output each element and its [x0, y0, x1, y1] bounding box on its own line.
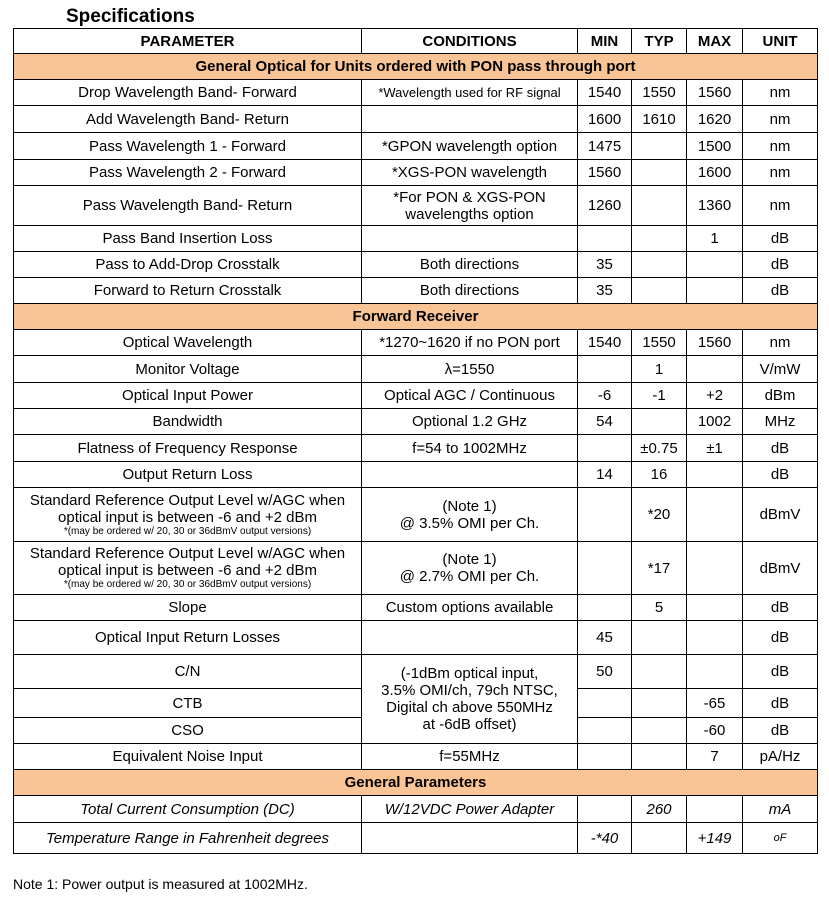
cell-max: +149: [687, 823, 743, 854]
section-forward-receiver: Forward Receiver: [14, 304, 818, 330]
cell-conditions: Both directions: [362, 278, 578, 304]
table-row: [14, 278, 818, 304]
conditions-line: Digital ch above 550MHz: [386, 699, 553, 716]
cell-max: [687, 796, 743, 823]
cell-typ: 5: [632, 595, 687, 621]
cell-min: 1540: [578, 330, 632, 356]
cell-max: +2: [687, 383, 743, 409]
cell-parameter: Pass Wavelength 2 - Forward: [14, 160, 362, 186]
table-row: [14, 80, 818, 106]
cell-unit: nm: [743, 106, 818, 133]
cell-unit: dB: [743, 621, 818, 655]
cell-typ: [632, 133, 687, 160]
cell-max: 1620: [687, 106, 743, 133]
cell-min: 1560: [578, 160, 632, 186]
cell-unit: dB: [743, 226, 818, 252]
conditions-line: wavelengths option: [405, 205, 534, 223]
cell-unit: dBmV: [743, 488, 818, 542]
cell-conditions: [362, 226, 578, 252]
cell-unit: nm: [743, 133, 818, 160]
parameter-line: Standard Reference Output Level w/AGC when: [29, 491, 346, 509]
cell-typ: 260: [632, 796, 687, 823]
table-row: [14, 252, 818, 278]
cell-conditions: Custom options available: [362, 595, 578, 621]
cell-max: 1500: [687, 133, 743, 160]
cell-unit: nm: [743, 330, 818, 356]
cell-parameter: Flatness of Frequency Response: [14, 435, 362, 462]
header-conditions: CONDITIONS: [362, 29, 578, 54]
table-row: [14, 744, 818, 770]
cell-parameter: Total Current Consumption (DC): [14, 796, 362, 823]
cell-unit: oF: [743, 823, 818, 854]
cell-max: 1600: [687, 160, 743, 186]
section-row: [14, 304, 818, 330]
cell-min: [578, 488, 632, 542]
cell-min: [578, 718, 632, 744]
table-row: [14, 160, 818, 186]
cell-min: 1260: [578, 186, 632, 226]
cell-max: 1560: [687, 330, 743, 356]
header-unit: UNIT: [743, 29, 818, 54]
cell-parameter: Pass Wavelength Band- Return: [14, 186, 362, 226]
cell-min: [578, 744, 632, 770]
table-row: [14, 226, 818, 252]
cell-typ: [632, 278, 687, 304]
cell-conditions: f=54 to 1002MHz: [362, 435, 578, 462]
cell-typ: *17: [632, 542, 687, 595]
cell-typ: [632, 744, 687, 770]
cell-min: [578, 595, 632, 621]
cell-typ: [632, 689, 687, 718]
cell-max: [687, 488, 743, 542]
cell-min: 54: [578, 409, 632, 435]
table-row: [14, 542, 818, 595]
cell-parameter: Monitor Voltage: [14, 356, 362, 383]
parameter-note: *(may be ordered w/ 20, 30 or 36dBmV output versions): [63, 579, 312, 590]
cell-unit: nm: [743, 186, 818, 226]
cell-conditions: W/12VDC Power Adapter: [362, 796, 578, 823]
section-row: [14, 770, 818, 796]
cell-min: 14: [578, 462, 632, 488]
cell-unit: dB: [743, 252, 818, 278]
cell-min: [578, 356, 632, 383]
table-row: [14, 356, 818, 383]
cell-max: 1: [687, 226, 743, 252]
cell-typ: [632, 186, 687, 226]
cell-max: [687, 252, 743, 278]
cell-typ: 1550: [632, 330, 687, 356]
cell-typ: 1610: [632, 106, 687, 133]
header-typ: TYP: [632, 29, 687, 54]
cell-conditions: f=55MHz: [362, 744, 578, 770]
page-title: Specifications: [66, 6, 195, 27]
cell-typ: [632, 621, 687, 655]
cell-max: [687, 595, 743, 621]
table-row: [14, 133, 818, 160]
cell-unit: dB: [743, 462, 818, 488]
cell-unit: mA: [743, 796, 818, 823]
parameter-line: optical input is between -6 and +2 dBm: [58, 562, 317, 579]
cell-typ: ±0.75: [632, 435, 687, 462]
cell-max: ±1: [687, 435, 743, 462]
cell-conditions: [362, 106, 578, 133]
cell-conditions: [362, 462, 578, 488]
cell-typ: [632, 718, 687, 744]
table-row: [14, 595, 818, 621]
cell-parameter: C/N: [14, 655, 362, 689]
header-max: MAX: [687, 29, 743, 54]
parameter-note: *(may be ordered w/ 20, 30 or 36dBmV output versions): [63, 525, 312, 537]
cell-parameter: Optical Input Return Losses: [14, 621, 362, 655]
cell-parameter: Pass to Add-Drop Crosstalk: [14, 252, 362, 278]
cell-typ: [632, 409, 687, 435]
cell-max: [687, 621, 743, 655]
conditions-line: @ 3.5% OMI per Ch.: [399, 514, 540, 532]
cell-min: [578, 689, 632, 718]
section-row: [14, 54, 818, 80]
cell-min: 1540: [578, 80, 632, 106]
cell-parameter: [14, 542, 362, 595]
cell-typ: [632, 160, 687, 186]
cell-parameter: Equivalent Noise Input: [14, 744, 362, 770]
cell-min: 1600: [578, 106, 632, 133]
cell-typ: -1: [632, 383, 687, 409]
table-row: [14, 186, 818, 226]
cell-parameter: Output Return Loss: [14, 462, 362, 488]
table-row: [14, 796, 818, 823]
cell-parameter: Forward to Return Crosstalk: [14, 278, 362, 304]
header-min: MIN: [578, 29, 632, 54]
cell-min: [578, 226, 632, 252]
cell-min: 1475: [578, 133, 632, 160]
table-row: [14, 488, 818, 542]
cell-unit: dB: [743, 435, 818, 462]
cell-unit: pA/Hz: [743, 744, 818, 770]
cell-conditions: [362, 621, 578, 655]
conditions-line: (Note 1): [442, 497, 497, 515]
header-parameter: PARAMETER: [14, 29, 362, 54]
cell-parameter: [14, 488, 362, 542]
cell-unit: dB: [743, 689, 818, 718]
cell-conditions: λ=1550: [362, 356, 578, 383]
cell-unit: dBm: [743, 383, 818, 409]
cell-unit: MHz: [743, 409, 818, 435]
cell-parameter: Add Wavelength Band- Return: [14, 106, 362, 133]
cell-conditions: [362, 823, 578, 854]
cell-conditions: Optical AGC / Continuous: [362, 383, 578, 409]
cell-conditions: [362, 542, 578, 595]
cell-min: 35: [578, 278, 632, 304]
cell-unit: V/mW: [743, 356, 818, 383]
cell-max: -65: [687, 689, 743, 718]
cell-min: -6: [578, 383, 632, 409]
cell-typ: [632, 252, 687, 278]
cell-max: 1560: [687, 80, 743, 106]
cell-conditions: Optional 1.2 GHz: [362, 409, 578, 435]
cell-conditions: *1270~1620 if no PON port: [362, 330, 578, 356]
cell-unit: dB: [743, 278, 818, 304]
parameter-line: Standard Reference Output Level w/AGC when: [29, 545, 346, 562]
cell-typ: [632, 226, 687, 252]
cell-min: 45: [578, 621, 632, 655]
cell-parameter: CSO: [14, 718, 362, 744]
conditions-line: *For PON & XGS-PON: [393, 188, 546, 206]
table-row: [14, 621, 818, 655]
specifications-table: [13, 28, 818, 854]
cell-parameter: Pass Wavelength 1 - Forward: [14, 133, 362, 160]
cell-max: 1360: [687, 186, 743, 226]
cell-max: [687, 655, 743, 689]
cell-conditions: [362, 186, 578, 226]
table-row: [14, 330, 818, 356]
conditions-line: at -6dB offset): [422, 716, 517, 733]
cell-conditions: *GPON wavelength option: [362, 133, 578, 160]
cell-typ: [632, 823, 687, 854]
table-row: [14, 435, 818, 462]
cell-conditions: [362, 488, 578, 542]
cell-min: [578, 796, 632, 823]
section-optical: General Optical for Units ordered with PON pass through port: [14, 54, 818, 80]
cell-typ: [632, 655, 687, 689]
cell-unit: dB: [743, 718, 818, 744]
parameter-line: optical input is between -6 and +2 dBm: [58, 508, 317, 526]
header-row: [14, 29, 818, 54]
cell-conditions: Both directions: [362, 252, 578, 278]
cell-min: 50: [578, 655, 632, 689]
conditions-line: @ 2.7% OMI per Ch.: [399, 568, 540, 585]
cell-min: 35: [578, 252, 632, 278]
cell-parameter: Optical Wavelength: [14, 330, 362, 356]
cell-max: 1002: [687, 409, 743, 435]
table-row: [14, 383, 818, 409]
cell-max: [687, 462, 743, 488]
table-row: [14, 823, 818, 854]
cell-parameter: Bandwidth: [14, 409, 362, 435]
cell-typ: 1550: [632, 80, 687, 106]
table-row: [14, 655, 818, 689]
cell-parameter: Temperature Range in Fahrenheit degrees: [14, 823, 362, 854]
cell-conditions: *XGS-PON wavelength: [362, 160, 578, 186]
conditions-line: 3.5% OMI/ch, 79ch NTSC,: [381, 682, 558, 699]
cell-min: [578, 542, 632, 595]
cell-typ: *20: [632, 488, 687, 542]
conditions-line: (-1dBm optical input,: [400, 665, 539, 682]
cell-conditions: *Wavelength used for RF signal: [362, 80, 578, 106]
conditions-line: (Note 1): [442, 551, 497, 568]
cell-max: [687, 356, 743, 383]
cell-unit: nm: [743, 80, 818, 106]
cell-unit: dB: [743, 595, 818, 621]
cell-typ: 16: [632, 462, 687, 488]
cell-parameter: Pass Band Insertion Loss: [14, 226, 362, 252]
cell-unit: nm: [743, 160, 818, 186]
cell-max: [687, 542, 743, 595]
cell-typ: 1: [632, 356, 687, 383]
cell-max: 7: [687, 744, 743, 770]
footnote: Note 1: Power output is measured at 1002MHz.: [13, 876, 308, 892]
cell-parameter: CTB: [14, 689, 362, 718]
cell-parameter: Optical Input Power: [14, 383, 362, 409]
table-row: [14, 462, 818, 488]
cell-max: -60: [687, 718, 743, 744]
section-general-parameters: General Parameters: [14, 770, 818, 796]
cell-parameter: Drop Wavelength Band- Forward: [14, 80, 362, 106]
table-row: [14, 106, 818, 133]
cell-conditions-merged: [362, 655, 578, 744]
cell-unit: dBmV: [743, 542, 818, 595]
cell-max: [687, 278, 743, 304]
table-row: [14, 409, 818, 435]
cell-min: [578, 435, 632, 462]
cell-min: -*40: [578, 823, 632, 854]
cell-unit: dB: [743, 655, 818, 689]
cell-parameter: Slope: [14, 595, 362, 621]
